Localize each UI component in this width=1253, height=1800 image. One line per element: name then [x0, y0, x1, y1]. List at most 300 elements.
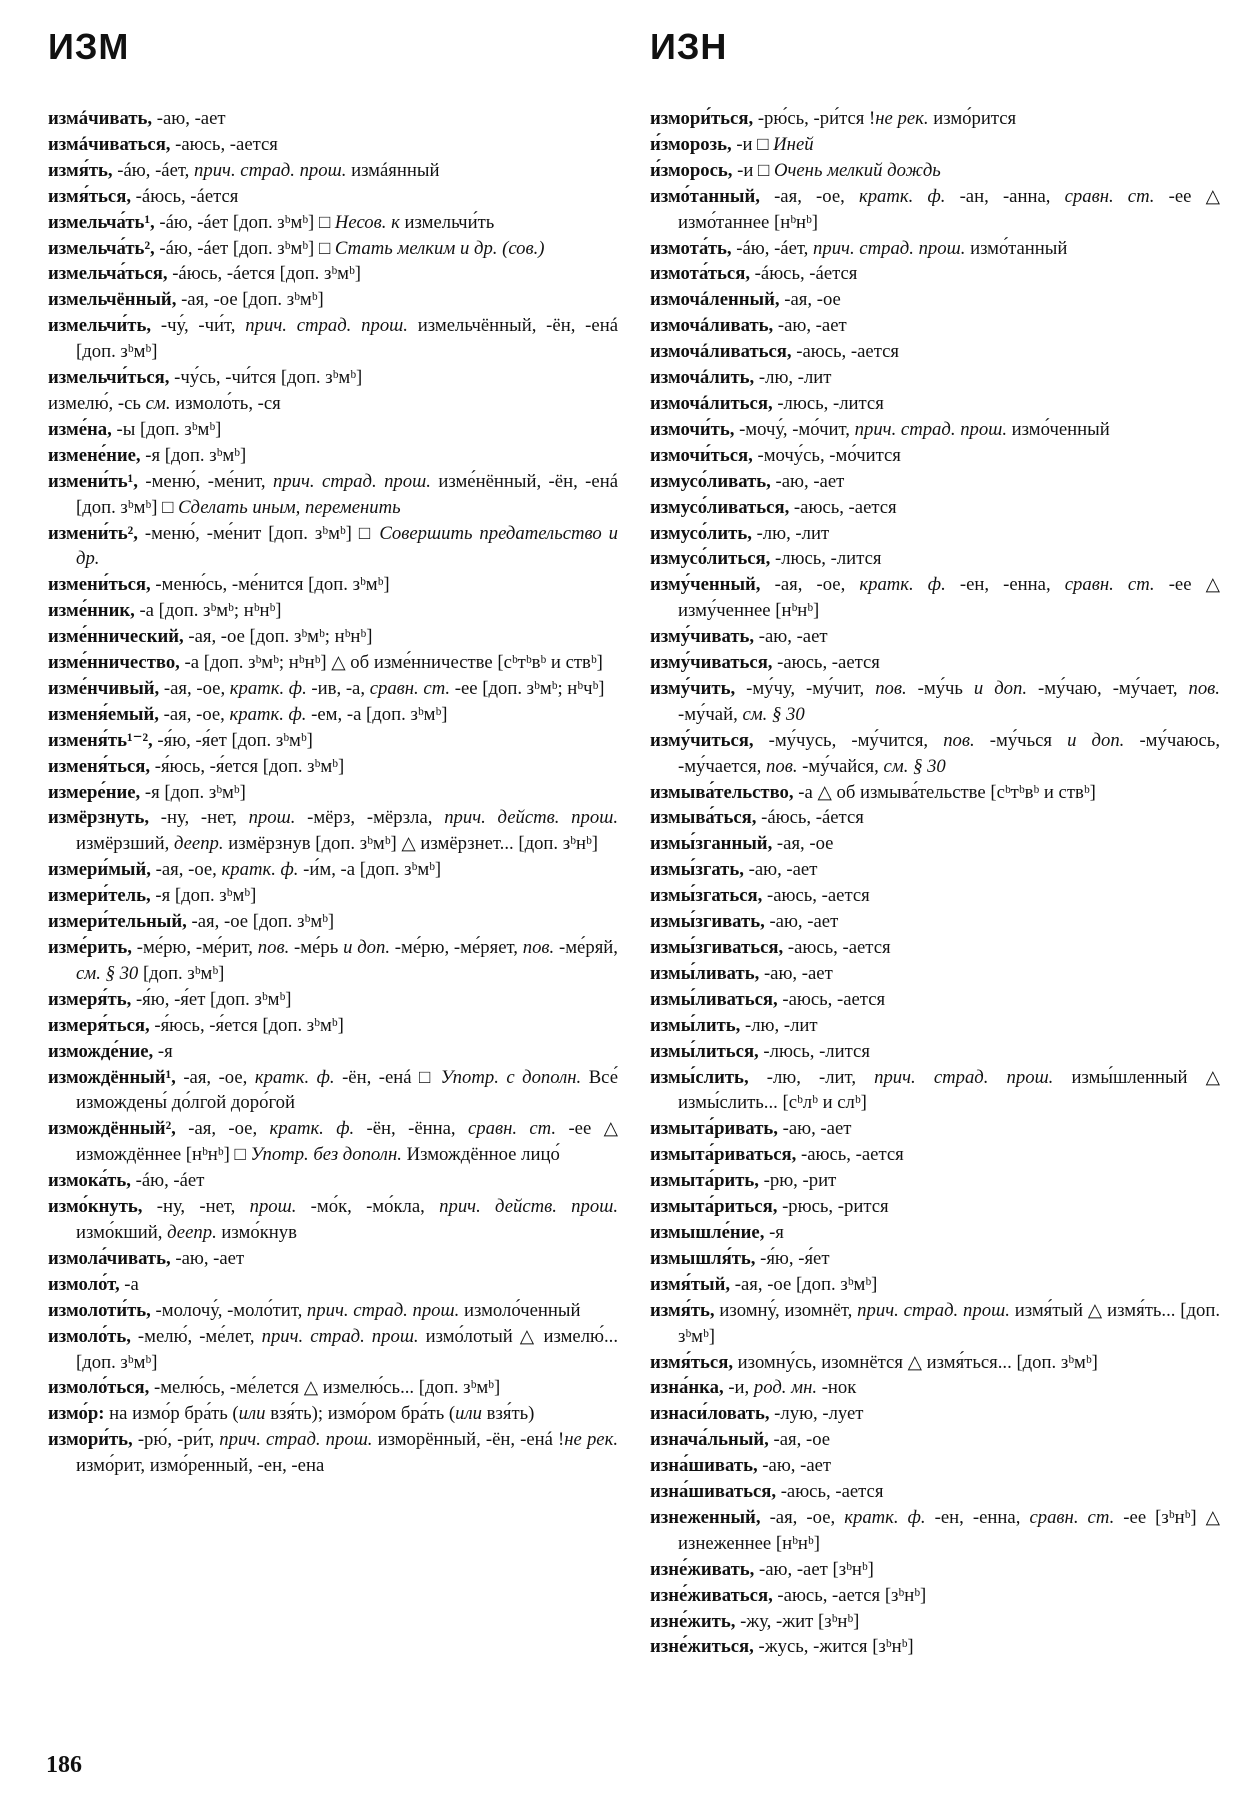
headword: измери́мый,	[48, 859, 151, 881]
entry-text: -áю, -áет,	[731, 237, 814, 259]
grammar-note: сравн. ст.	[467, 1118, 557, 1140]
entry-text: -áюсь, -áется	[756, 807, 864, 829]
headword: измусо́ливать,	[650, 470, 771, 492]
headword: измени́ть¹,	[48, 470, 138, 492]
headword: измы́зганный,	[650, 833, 773, 855]
headword: изме́нчивый,	[48, 677, 160, 699]
dictionary-entry	[650, 1557, 1220, 1583]
dictionary-entry	[48, 184, 618, 210]
entry-text: -рю, -рит	[758, 1170, 837, 1192]
dictionary-entry	[650, 158, 1220, 184]
running-head-left: ИЗМ	[48, 26, 130, 67]
entry-text: -áю, -áет,	[112, 159, 195, 181]
entry-text: -ая, -ое,	[175, 1066, 255, 1088]
dictionary-entry	[650, 909, 1220, 935]
grammar-note: Употр. без дополн.	[250, 1144, 402, 1166]
entry-text: -жу, -жит [зᵇнᵇ]	[735, 1610, 860, 1632]
headword: измоло́ться,	[48, 1377, 150, 1399]
headword: измени́ть²,	[48, 522, 138, 544]
entry-text: -аюсь, -ается	[762, 885, 870, 907]
headword: измельчи́ть,	[48, 315, 152, 337]
grammar-note: прош.	[249, 1196, 297, 1218]
entry-text: -аюсь, -ается	[789, 496, 897, 518]
entry-text: измо́рит, измо́ренный, -ен, -ена	[76, 1455, 325, 1477]
dictionary-entry	[48, 1065, 618, 1117]
headword: и́зморозь,	[650, 133, 732, 155]
dictionary-entry	[48, 391, 618, 417]
left-column	[48, 106, 618, 1479]
entry-text: -му́чаюсь, -му́чается,	[678, 729, 1220, 777]
dictionary-entry	[48, 728, 618, 754]
entry-text: -ая, -ое,	[159, 677, 230, 699]
dictionary-entry	[650, 1479, 1220, 1505]
entry-text: -му́чай,	[678, 703, 743, 725]
entry-text: -ая, -ое,	[759, 185, 859, 207]
grammar-note: и доп.	[343, 937, 391, 958]
headword: изменя́ться,	[48, 755, 151, 777]
dictionary-entry	[650, 676, 1220, 728]
dictionary-entry	[650, 1272, 1220, 1298]
grammar-note: пов.	[1188, 677, 1220, 699]
dictionary-entry	[650, 1634, 1220, 1660]
dictionary-entry	[48, 132, 618, 158]
entry-text: -рю́сь, -ри́тся !	[753, 108, 876, 129]
grammar-note: прич. страд. прош.	[874, 1066, 1054, 1088]
dictionary-entry	[48, 236, 618, 262]
entry-text: -аю, -ает	[757, 1455, 832, 1477]
entry-text: измо́рится	[928, 108, 1017, 129]
entry-text: -и □	[732, 159, 774, 181]
grammar-note: пов.	[522, 937, 555, 958]
headword: измельча́ть¹,	[48, 211, 155, 233]
entry-text: -ён, -енá □	[334, 1066, 441, 1088]
dictionary-entry	[48, 1298, 618, 1324]
entry-text: измо́кший,	[76, 1221, 168, 1243]
dictionary-entry	[650, 313, 1220, 339]
dictionary-entry	[48, 883, 618, 909]
headword: измочáливать,	[650, 315, 774, 337]
entry-text: -аюсь, -ается	[772, 652, 880, 674]
headword: изме́ннический,	[48, 626, 184, 648]
entry-text: -му́чься	[974, 729, 1068, 751]
entry-text: измо́танный	[965, 237, 1068, 259]
headword: измы́згаться,	[650, 885, 763, 907]
dictionary-entry	[48, 1116, 618, 1168]
entry-text: -ен, -енна,	[945, 574, 1065, 596]
entry-text: изомну́, изомнёт,	[714, 1299, 858, 1321]
entry-text: -мочу́, -мо́чит,	[734, 418, 855, 440]
headword: изменя́ть¹⁻²,	[48, 729, 153, 751]
entry-text: -жусь, -жится [зᵇнᵇ]	[753, 1636, 914, 1658]
grammar-note: Иней	[773, 133, 814, 155]
headword: изне́живаться,	[650, 1584, 773, 1606]
entry-text: -ая, -ое,	[760, 574, 860, 596]
entry-text: на измо́р бра́ть (	[104, 1403, 239, 1425]
entry-text: -люсь, -лится	[772, 392, 884, 414]
entry-text: -му́чь	[906, 677, 974, 699]
entry-text: -чу́, -чи́т,	[151, 315, 246, 337]
entry-text: -му́чайся,	[797, 755, 884, 777]
entry-text: -я́ю, -я́ет [доп. зᵇмᵇ]	[131, 988, 292, 1010]
entry-text: -áю, -áет [доп. зᵇмᵇ] □	[154, 237, 335, 259]
entry-text: измо́ченный	[1007, 418, 1110, 440]
grammar-note: или	[238, 1403, 266, 1425]
dictionary-entry	[650, 1246, 1220, 1272]
headword: измя́ться,	[48, 185, 131, 207]
grammar-note: пов.	[943, 729, 975, 751]
entry-text: взя́ть); измо́ром бра́ть (	[265, 1403, 456, 1425]
entry-text: -аю, -ает	[759, 962, 833, 984]
dictionary-entry	[48, 469, 618, 521]
grammar-note: прич. страд. прош.	[219, 1429, 373, 1451]
dictionary-entry	[48, 754, 618, 780]
grammar-note: прич. страд. прош.	[813, 237, 966, 259]
grammar-note: пов.	[875, 677, 907, 699]
dictionary-entry	[650, 365, 1220, 391]
dictionary-entry	[650, 1013, 1220, 1039]
dictionary-entry	[48, 365, 618, 391]
dictionary-entry	[48, 210, 618, 236]
entry-text: -аю, -ает [зᵇнᵇ]	[754, 1558, 874, 1580]
dictionary-entry	[48, 624, 618, 650]
entry-text: -ая, -ое,	[158, 703, 230, 725]
headword: изне́жить,	[650, 1610, 736, 1632]
entry-text: -аюсь, -ается	[776, 1481, 884, 1503]
entry-text: -рю́, -ри́т,	[132, 1429, 220, 1451]
dictionary-entry	[48, 313, 618, 365]
grammar-note: Употр. с дополн.	[440, 1066, 582, 1088]
headword: измя́ть,	[48, 159, 113, 181]
headword: изме́рить,	[48, 937, 132, 958]
entry-text: -и,	[723, 1377, 754, 1399]
grammar-note: или	[455, 1403, 482, 1425]
entry-text: -ее △ изму́ченнее [нᵇнᵇ]	[678, 574, 1220, 622]
grammar-note: кратк. ф.	[269, 1118, 355, 1140]
entry-text: измельчённый, -ён, -енá [доп. зᵇмᵇ]	[76, 315, 618, 363]
grammar-note: прич. действ. прош.	[439, 1196, 618, 1218]
entry-text: -ая, -ое [доп. зᵇмᵇ]	[176, 289, 324, 311]
headword: измусо́лить,	[650, 522, 752, 544]
headword: изне́житься,	[650, 1636, 754, 1658]
entry-text: -áю, -áет [доп. зᵇмᵇ] □	[154, 211, 335, 233]
grammar-note: см.	[145, 392, 171, 414]
entry-text: -и □	[731, 133, 774, 155]
dictionary-entry	[48, 1272, 618, 1298]
entry-text: измелю́, -сь	[48, 392, 146, 414]
entry-text: измоло́ть, -ся	[170, 392, 281, 414]
entry-text: -аю, -ает	[743, 859, 818, 881]
entry-text: -му́чаю, -му́чает,	[1027, 677, 1189, 699]
headword: измочáлиться,	[650, 392, 773, 414]
entry-text: -мёрз, -мёрзла,	[295, 807, 445, 829]
grammar-note: Очень мелкий дождь	[773, 159, 941, 181]
entry-text: -молочу́, -моло́тит,	[150, 1299, 307, 1321]
entry-text: -ан, -анна,	[945, 185, 1065, 207]
dictionary-entry	[650, 831, 1220, 857]
headword: измени́ться,	[48, 574, 151, 596]
grammar-note: прич. страд. прош.	[854, 418, 1007, 440]
dictionary-entry	[650, 469, 1220, 495]
headword: измусо́литься,	[650, 548, 771, 570]
dictionary-entry	[650, 1505, 1220, 1557]
entry-text: -рюсь, -рится	[777, 1196, 889, 1218]
headword: измолоти́ть,	[48, 1299, 151, 1321]
headword: измота́ть,	[650, 237, 732, 259]
entry-text: измы́шленный △ измы́слить... [cᵇлᵇ и cлᵇ]	[678, 1066, 1221, 1114]
dictionary-entry	[650, 1116, 1220, 1142]
entry-text: -ме́рь	[289, 937, 344, 958]
grammar-note: прич. страд. прош.	[245, 315, 408, 337]
headword: измя́ться,	[650, 1351, 733, 1373]
headword: изна́шивать,	[650, 1455, 758, 1477]
entry-text: -аюсь, -ается	[796, 1144, 904, 1166]
grammar-note: см. § 30	[742, 703, 805, 725]
headword: и́зморось,	[650, 159, 733, 181]
entry-text: -ая, -ое	[779, 289, 841, 311]
headword: измочи́ться,	[650, 444, 753, 466]
grammar-note: прич. страд. прош.	[306, 1299, 460, 1321]
entry-text: -аю, -ает	[152, 108, 226, 129]
headword: изможде́ние,	[48, 1040, 154, 1062]
entry-text: -ая, -ое	[772, 833, 834, 855]
dictionary-entry	[650, 495, 1220, 521]
headword: изме́на,	[48, 418, 112, 440]
headword: измы́ливаться,	[650, 988, 778, 1010]
dictionary-entry	[48, 287, 618, 313]
entry-text: -аю, -ает	[770, 470, 845, 492]
dictionary-entry	[650, 1375, 1220, 1401]
entry-text: -лую, -лует	[769, 1403, 864, 1425]
grammar-note: не рек.	[875, 108, 929, 129]
grammar-note: род. мн.	[753, 1377, 818, 1399]
entry-text: -ы [доп. зᵇмᵇ]	[111, 418, 222, 440]
headword: измя́тый,	[650, 1273, 731, 1295]
entry-text: -аюсь, -ается	[777, 988, 886, 1010]
entry-text: -и́м, -а [доп. зᵇмᵇ]	[298, 859, 442, 881]
dictionary-entry	[650, 857, 1220, 883]
entry-text: -ее [зᵇнᵇ] △ изнеженнее [нᵇнᵇ]	[678, 1506, 1221, 1554]
headword: измы́згиваться,	[650, 937, 784, 958]
dictionary-entry	[650, 1609, 1220, 1635]
headword: измыта́рить,	[650, 1170, 759, 1192]
headword: измельчи́ться,	[48, 367, 170, 389]
entry-text: -я [доп. зᵇмᵇ]	[150, 885, 257, 907]
grammar-note: Несов. к	[334, 211, 400, 233]
headword: измыта́ривать,	[650, 1118, 778, 1140]
entry-text: изме́нённый, -ён, -енá [доп. зᵇмᵇ] □	[76, 470, 618, 518]
dictionary-entry	[48, 1168, 618, 1194]
headword: измо́р:	[48, 1403, 105, 1425]
entry-text: -ну, -нет,	[142, 1196, 250, 1218]
headword: измери́тель,	[48, 885, 151, 907]
headword: измеря́ться,	[48, 1014, 150, 1036]
entry-text: -ая, -ое,	[175, 1118, 270, 1140]
entry-text: -чу́сь, -чи́тся [доп. зᵇмᵇ]	[169, 367, 363, 389]
dictionary-entry	[650, 443, 1220, 469]
grammar-note: сравн. ст.	[1064, 185, 1155, 207]
dictionary-entry	[650, 883, 1220, 909]
entry-text: -ме́ряй,	[554, 937, 618, 958]
dictionary-entry	[48, 1427, 618, 1479]
entry-text: измёрзнув [доп. зᵇмᵇ] △ измёрзнет... [доп. зᵇнᵇ]	[223, 833, 598, 855]
grammar-note: и доп.	[973, 677, 1028, 699]
headword: изме́нник,	[48, 600, 135, 622]
grammar-note: кратк. ф.	[844, 1506, 926, 1528]
dictionary-entry	[650, 1220, 1220, 1246]
grammar-note: кратк. ф.	[859, 574, 946, 596]
dictionary-entry	[650, 1401, 1220, 1427]
grammar-note: деепр.	[173, 833, 224, 855]
headword: измочи́ть,	[650, 418, 735, 440]
entry-text: -аю, -ает	[170, 1247, 245, 1269]
entry-text: измя́тый △ измя́ть... [доп. зᵇмᵇ]	[678, 1299, 1221, 1347]
dictionary-entry	[650, 106, 1220, 132]
dictionary-entry	[650, 1039, 1220, 1065]
headword: измочáливаться,	[650, 341, 792, 363]
entry-text: -аюсь, -ается	[783, 937, 891, 958]
entry-text: -лю, -лит	[754, 367, 832, 389]
entry-text: измёрзший,	[76, 833, 174, 855]
entry-text: -ее [доп. зᵇмᵇ; нᵇчᵇ]	[450, 677, 605, 699]
dictionary-entry	[48, 650, 618, 676]
grammar-note: сравн. ст.	[1064, 574, 1155, 596]
right-column	[650, 106, 1220, 1660]
entry-text: -ен, -енна,	[925, 1506, 1030, 1528]
entry-text: -я́ю, -я́ет [доп. зᵇмᵇ]	[152, 729, 313, 751]
grammar-note: пов.	[766, 755, 798, 777]
entry-text: -му́чу, -му́чит,	[735, 677, 876, 699]
headword: измождённый¹,	[48, 1066, 176, 1088]
entry-text: -áюсь, -áется	[750, 263, 858, 285]
headword: измори́ть,	[48, 1429, 133, 1451]
grammar-note: кратк. ф.	[858, 185, 946, 207]
dictionary-entry	[48, 1375, 618, 1401]
headword: измо́кнуть,	[48, 1196, 143, 1218]
entry-text: измо́лотый △ измелю́... [доп. зᵇмᵇ]	[76, 1325, 618, 1373]
entry-text: -аю, -ает	[754, 626, 828, 648]
entry-text: -ее △ измо́таннее [нᵇнᵇ]	[678, 185, 1220, 233]
dictionary-entry	[48, 857, 618, 883]
dictionary-entry	[650, 935, 1220, 961]
dictionary-entry	[650, 1194, 1220, 1220]
entry-text: -я [доп. зᵇмᵇ]	[140, 781, 246, 803]
headword: измыва́ться,	[650, 807, 757, 829]
grammar-note: деепр.	[167, 1221, 217, 1243]
headword: изнаси́ловать,	[650, 1403, 770, 1425]
running-head-right: ИЗН	[650, 26, 728, 67]
dictionary-entry	[48, 572, 618, 598]
headword: измери́тельный,	[48, 911, 187, 933]
entry-text: изомну́сь, изомнётся △ измя́ться... [доп. зᵇмᵇ]	[733, 1351, 1098, 1373]
dictionary-entry	[48, 521, 618, 573]
dictionary-entry	[48, 1401, 618, 1427]
headword: измы́лить,	[650, 1014, 741, 1036]
entry-text: -мелю́, -ме́лет,	[130, 1325, 262, 1347]
entry-text: -áюсь, -áется [доп. зᵇмᵇ]	[167, 263, 362, 285]
entry-text: Измождённое лицо́	[401, 1144, 560, 1166]
headword: измоло́т,	[48, 1273, 120, 1295]
dictionary-entry	[650, 1350, 1220, 1376]
grammar-note: Совершить предательство и др.	[76, 522, 618, 570]
dictionary-entry	[48, 106, 618, 132]
entry-text: -аю, -ает	[777, 1118, 852, 1140]
grammar-note: см. § 30	[883, 755, 946, 777]
dictionary-entry	[650, 1298, 1220, 1350]
entry-text: -аюсь, -ается	[791, 341, 900, 363]
entry-text: -а	[119, 1273, 139, 1295]
dictionary-entry	[650, 1453, 1220, 1479]
grammar-note: сравн. ст.	[1029, 1506, 1115, 1528]
entry-text: -ну, -нет,	[149, 807, 249, 829]
grammar-note: и доп.	[1067, 729, 1125, 751]
entry-text: -нок	[817, 1377, 857, 1399]
headword: изму́чиваться,	[650, 652, 773, 674]
headword: измока́ть,	[48, 1170, 131, 1192]
dictionary-entry	[650, 572, 1220, 624]
headword: измельчённый,	[48, 289, 177, 311]
dictionary-entry	[48, 702, 618, 728]
grammar-note: кратк. ф.	[229, 677, 307, 699]
entry-text: -ая, -ое [доп. зᵇмᵇ]	[730, 1273, 878, 1295]
headword: изму́чивать,	[650, 626, 755, 648]
entry-text: -аюсь, -ается [зᵇнᵇ]	[772, 1584, 927, 1606]
entry-text: -ая, -ое	[768, 1429, 831, 1451]
entry-text: -му́чусь, -му́чится,	[753, 729, 944, 751]
dictionary-entry	[650, 391, 1220, 417]
dictionary-entry	[48, 780, 618, 806]
headword: измы́згать,	[650, 859, 744, 881]
dictionary-entry	[650, 521, 1220, 547]
headword: измождённый²,	[48, 1118, 176, 1140]
entry-text: измельчи́ть	[399, 211, 495, 233]
headword: измышля́ть,	[650, 1247, 756, 1269]
entry-text: -мо́к, -мо́кла,	[296, 1196, 440, 1218]
dictionary-entry	[48, 805, 618, 857]
grammar-note: прич. страд. прош.	[261, 1325, 419, 1347]
dictionary-entry	[650, 1427, 1220, 1453]
dictionary-entry	[48, 443, 618, 469]
entry-text: -ая, -ое [доп. зᵇмᵇ; нᵇнᵇ]	[183, 626, 373, 648]
dictionary-entry	[48, 1324, 618, 1376]
headword: измáчивать,	[48, 108, 153, 129]
headword: изна́шиваться,	[650, 1481, 777, 1503]
headword: измыва́тельство,	[650, 781, 794, 803]
entry-text: -лю, -лит	[740, 1014, 818, 1036]
entry-text: [доп. зᵇмᵇ]	[138, 962, 225, 984]
entry-text: изморённый, -ён, -енá !	[372, 1429, 565, 1451]
entry-text: -лю, -лит	[751, 522, 830, 544]
dictionary-entry	[650, 1065, 1220, 1117]
entry-text: -люсь, -лится	[770, 548, 882, 570]
entry-text: -меню́сь, -ме́нится [доп. зᵇмᵇ]	[150, 574, 390, 596]
grammar-note: пов.	[257, 937, 290, 958]
headword: измере́ние,	[48, 781, 141, 803]
headword: измáчиваться,	[48, 133, 171, 155]
grammar-note: не рек.	[564, 1429, 618, 1451]
dictionary-entry	[650, 780, 1220, 806]
dictionary-entry	[650, 236, 1220, 262]
headword: изме́нничество,	[48, 652, 180, 674]
dictionary-entry	[650, 546, 1220, 572]
headword: измори́ться,	[650, 108, 754, 129]
dictionary-entry	[48, 158, 618, 184]
headword: изнача́льный,	[650, 1429, 769, 1451]
entry-text: -меню́, -ме́нит,	[137, 470, 273, 492]
entry-text: -ме́рю, -ме́рит,	[131, 937, 258, 958]
page-number: 186	[46, 1752, 82, 1778]
grammar-note: прич. страд. прош.	[194, 159, 347, 181]
entry-text: -я [доп. зᵇмᵇ]	[140, 444, 247, 466]
